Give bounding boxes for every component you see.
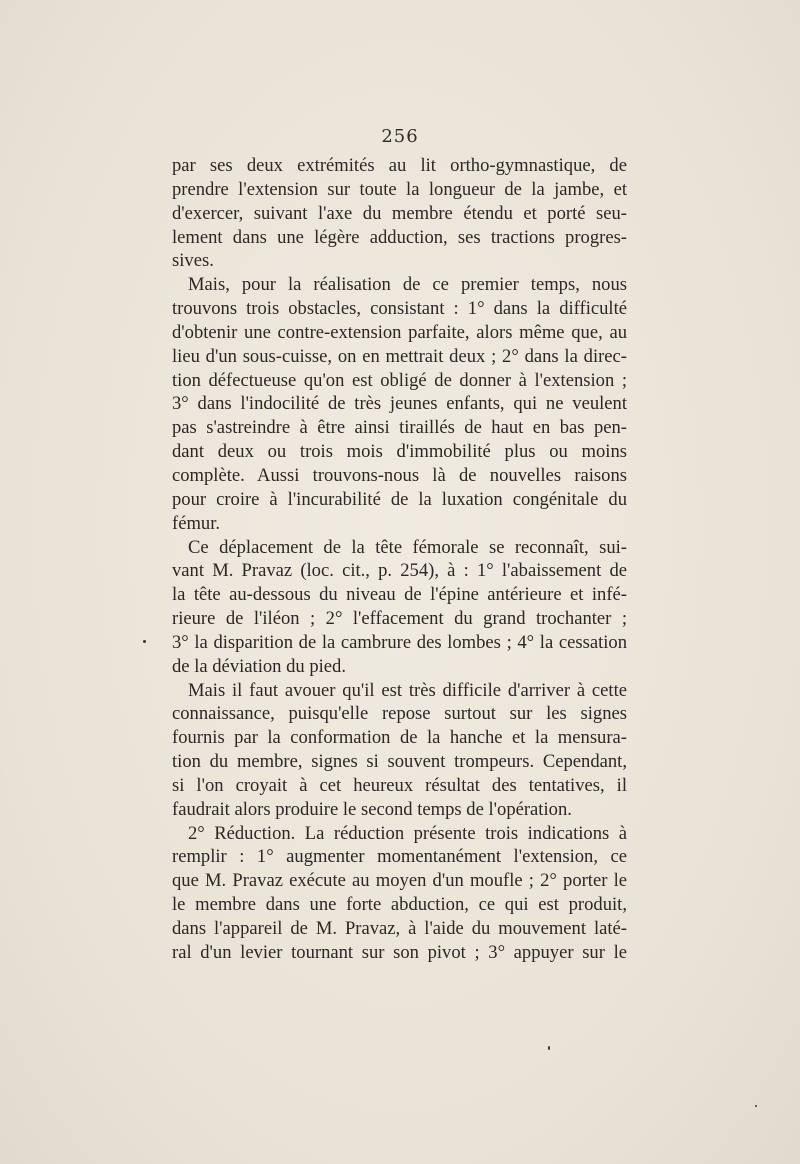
text-line: fournis par la conformation de la hanche et la mensura- [172,727,627,749]
text-line: lieu d'un sous-cuisse, on en mettrait deux ; 2° dans la direc- [172,345,627,367]
text-line: si l'on croyait à cet heureux résultat des tentatives, il [172,774,627,796]
text-line: remplir : 1° augmenter momentanément l'extension, ce [172,846,627,868]
text-line: par ses deux extrémités au lit ortho-gymnastique, de [172,155,627,176]
page-number: 256 [381,126,419,147]
text-line: 2° Réduction. La réduction présente trois indications à [188,822,627,844]
text-line: trouvons trois obstacles, consistant : 1° dans la difficulté [172,298,627,320]
paper-speck [755,1105,757,1107]
paper-speck [143,640,146,643]
text-line: d'exercer, suivant l'axe du membre étendu et porté seu- [172,202,627,224]
text-line: tion défectueuse qu'on est obligé de donner à l'extension ; [172,369,627,391]
text-line: 3° dans l'indocilité de très jeunes enfants, qui ne veulent [172,393,627,415]
text-line: fémur. [172,512,221,534]
text-line: de la déviation du pied. [172,655,347,677]
text-line: le membre dans une forte abduction, ce qui est produit, [172,894,627,916]
text-line: lement dans une légère adduction, ses tractions progres- [172,226,627,248]
text-line: pas s'astreindre à être ainsi tiraillés de haut en bas pen- [172,417,627,439]
text-line: vant M. Pravaz (loc. cit., p. 254), à : 1° l'abaissement de [172,560,627,582]
paper-speck [548,1046,550,1050]
text-line: la tête au-dessous du niveau de l'épine antérieure et infé- [172,584,627,606]
text-line: complète. Aussi trouvons-nous là de nouvelles raisons [172,464,627,486]
text-line: tion du membre, signes si souvent trompeurs. Cependant, [172,751,627,773]
text-line: 3° la disparition de la cambrure des lombes ; 4° la cessation [172,631,627,653]
body-text [172,154,627,965]
text-line: connaissance, puisqu'elle repose surtout sur les signes [172,703,627,725]
text-line: rieure de l'iléon ; 2° l'effacement du grand trochanter ; [172,608,627,630]
text-line: prendre l'extension sur toute la longueur de la jambe, et [172,178,627,200]
text-line: ral d'un levier tournant sur son pivot ; 3° appuyer sur le [172,941,627,963]
text-line: Ce déplacement de la tête fémorale se reconnaît, sui- [188,536,627,558]
text-line: Mais, pour la réalisation de ce premier temps, nous [188,274,627,296]
text-line: dans l'appareil de M. Pravaz, à l'aide du mouvement laté- [172,918,627,939]
text-line: sives. [172,250,214,272]
text-line: dant deux ou trois mois d'immobilité plus ou moins [172,441,627,463]
text-line: d'obtenir une contre-extension parfaite, alors même que, au [172,321,627,343]
text-line: faudrait alors produire le second temps de l'opération. [172,798,572,820]
text-line: pour croire à l'incurabilité de la luxation congénitale du [172,488,627,510]
text-line: que M. Pravaz exécute au moyen d'un moufle ; 2° porter le [172,870,627,892]
text-line: Mais il faut avouer qu'il est très difficile d'arriver à cette [188,679,627,701]
